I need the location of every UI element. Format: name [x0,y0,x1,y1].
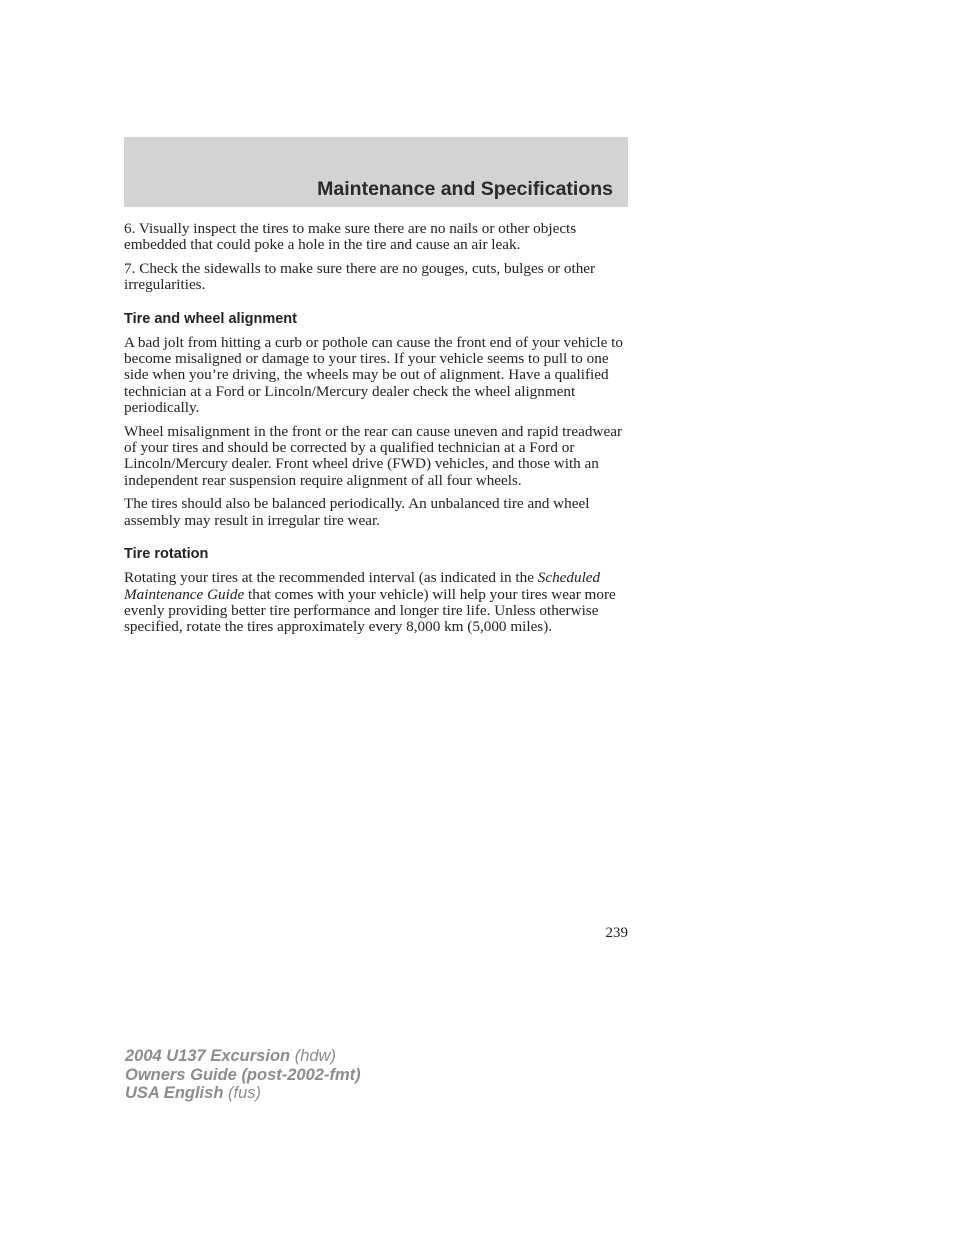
footer-line-3 [125,1084,361,1103]
page-content [124,221,630,643]
alignment-heading: Tire and wheel alignment [124,310,297,327]
rotation-heading: Tire rotation [124,546,209,563]
document-footer [125,1047,361,1103]
footer-line-2 [125,1066,361,1085]
footer-model: 2004 U137 Excursion [125,1047,291,1065]
rotation-text-start: Rotating your tires at the recommended interval (as indicated in the [124,569,538,587]
footer-language-code: (fus) [223,1084,261,1103]
footer-language: USA English [125,1084,224,1103]
section-title: Maintenance and Specifications [317,178,613,200]
step-6-paragraph: 6. Visually inspect the tires to make sure there are no nails or other objects embedded that could poke a hole in the tire and cause an air leak. [124,220,577,254]
footer-guide: Owners Guide (post-2002-fmt) [125,1065,361,1084]
rotation-paragraph [124,570,630,636]
step-7-paragraph: 7. Check the sidewalls to make sure there are no gouges, cuts, bulges or other irregularities. [124,259,596,294]
footer-model-code: (hdw) [290,1047,336,1065]
page-number: 239 [605,925,628,941]
maintenance-guide-title: Scheduled Maintenance Guide [124,569,601,603]
rotation-text-end: that comes with your vehicle) will help your tires wear more evenly providing better tire performance and longer tire life. Unless otherwise specified, rotate the tires approximately every 8,000 km (5,000 miles). [124,585,616,636]
section-header-band [124,137,628,207]
alignment-paragraph-2: Wheel misalignment in the front or the rear can cause uneven and rapid treadwear of your tires and should be corrected by a qualified technician at a Ford or Lincoln/Mercury dealer. Front wheel drive (FWD) vehicles, and those with an independent rear suspension require alignment of all four wheels. [124,422,623,489]
alignment-paragraph-3: The tires should also be balanced periodically. An unbalanced tire and wheel assembly may result in irregular tire wear. [124,495,590,529]
alignment-paragraph-1: A bad jolt from hitting a curb or pothole can cause the front end of your vehicle to become misaligned or damage to your tires. If your vehicle seems to pull to one side when you’re driving, the wheels may be out of alignment. Have a qualified technician at a Ford or Lincoln/Mercury dealer check the wheel alignment periodically. [124,333,623,417]
footer-line-1 [125,1047,361,1066]
